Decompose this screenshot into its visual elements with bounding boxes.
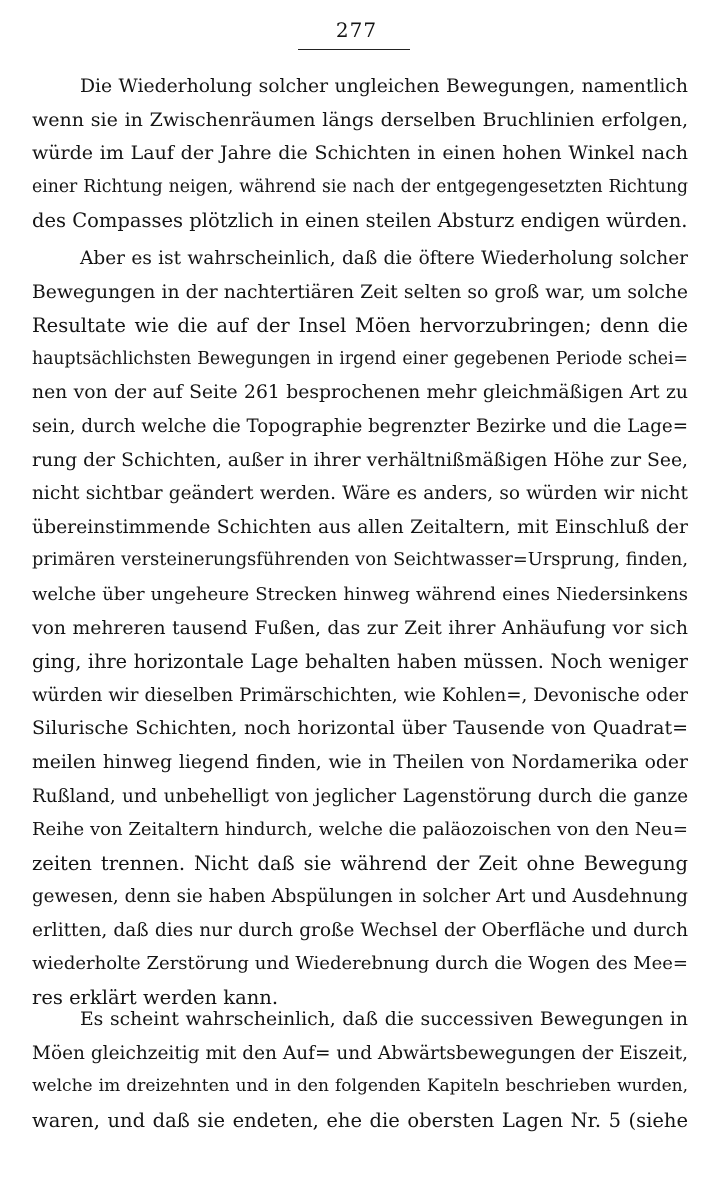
text-line: würden wir dieselben Primärschichten, wie Kohlen=, Devonische oder xyxy=(32,684,688,706)
text-line: welche über ungeheure Strecken hinweg während eines Niedersinkens xyxy=(32,583,688,605)
text-line: einer Richtung neigen, während sie nach der entgegengesetzten Richtung xyxy=(32,176,688,197)
text-line: welche im dreizehnten und in den folgenden Kapiteln beschrieben wurden, xyxy=(32,1076,688,1097)
paragraph-2 xyxy=(32,242,688,1015)
paragraph-1 xyxy=(32,70,688,238)
text-line: würde im Lauf der Jahre die Schichten in einen hohen Winkel nach xyxy=(32,142,688,165)
text-line: zeiten trennen. Nicht daß sie während der Zeit ohne Bewegung xyxy=(32,851,688,875)
text-line: Rußland, und unbehelligt von jeglicher Lagenstörung durch die ganze xyxy=(32,785,688,807)
text-line: von mehreren tausend Fußen, das zur Zeit ihrer Anhäufung vor sich xyxy=(32,617,688,639)
text-line: nicht sichtbar geändert werden. Wäre es anders, so würden wir nicht xyxy=(32,483,688,505)
text-line: Bewegungen in der nachtertiären Zeit selten so groß war, um solche xyxy=(32,281,688,303)
text-line: nen von der auf Seite 261 besprochenen mehr gleichmäßigen Art zu xyxy=(32,382,688,404)
text-line: des Compasses plötzlich in einen steilen Absturz endigen würden. xyxy=(32,209,688,233)
text-line: gewesen, denn sie haben Abspülungen in solcher Art und Ausdehnung xyxy=(32,886,688,908)
header-rule xyxy=(298,49,410,50)
text-line: rung der Schichten, außer in ihrer verhältnißmäßigen Höhe zur See, xyxy=(32,449,688,471)
text-line: erlitten, daß dies nur durch große Wechsel der Oberfläche und durch xyxy=(32,919,688,941)
text-line: Es scheint wahrscheinlich, daß die successiven Bewegungen in xyxy=(80,1009,688,1030)
text-line: wiederholte Zerstörung und Wiederebnung durch die Wogen des Mee= xyxy=(32,953,688,975)
text-line: Silurische Schichten, noch horizontal über Tausende von Quadrat= xyxy=(32,717,688,740)
text-line: meilen hinweg liegend finden, wie in Theilen von Nordamerika oder xyxy=(32,751,688,773)
text-line: ging, ihre horizontale Lage behalten haben müssen. Noch weniger xyxy=(32,650,688,674)
text-line: sein, durch welche die Topographie begrenzter Bezirke und die Lage= xyxy=(32,415,688,437)
text-line: hauptsächlichsten Bewegungen in irgend einer gegebenen Periode schei= xyxy=(32,348,688,369)
text-line: Möen gleichzeitig mit den Auf= und Abwärtsbewegungen der Eiszeit, xyxy=(32,1042,688,1064)
text-line: res erklärt werden kann. xyxy=(32,986,279,1010)
text-line: primären versteinerungsführenden von Seichtwasser=Ursprung, finden, xyxy=(32,550,688,571)
text-line: Die Wiederholung solcher ungleichen Bewegungen, namentlich xyxy=(80,76,688,97)
paragraph-3 xyxy=(32,1003,688,1137)
text-line: waren, und daß sie endeten, ehe die obersten Lagen Nr. 5 (siehe xyxy=(32,1108,688,1132)
page-number: 277 xyxy=(335,18,378,42)
text-line: Aber es ist wahrscheinlich, daß die öftere Wiederholung solcher xyxy=(80,248,688,269)
text-line: übereinstimmende Schichten aus allen Zeitaltern, mit Einschluß der xyxy=(32,516,688,538)
text-line: wenn sie in Zwischenräumen längs derselben Bruchlinien erfolgen, xyxy=(32,108,688,131)
text-line: Reihe von Zeitaltern hindurch, welche die paläozoischen von den Neu= xyxy=(32,819,688,841)
text-line: Resultate wie die auf der Insel Möen hervorzubringen; denn die xyxy=(32,314,688,338)
